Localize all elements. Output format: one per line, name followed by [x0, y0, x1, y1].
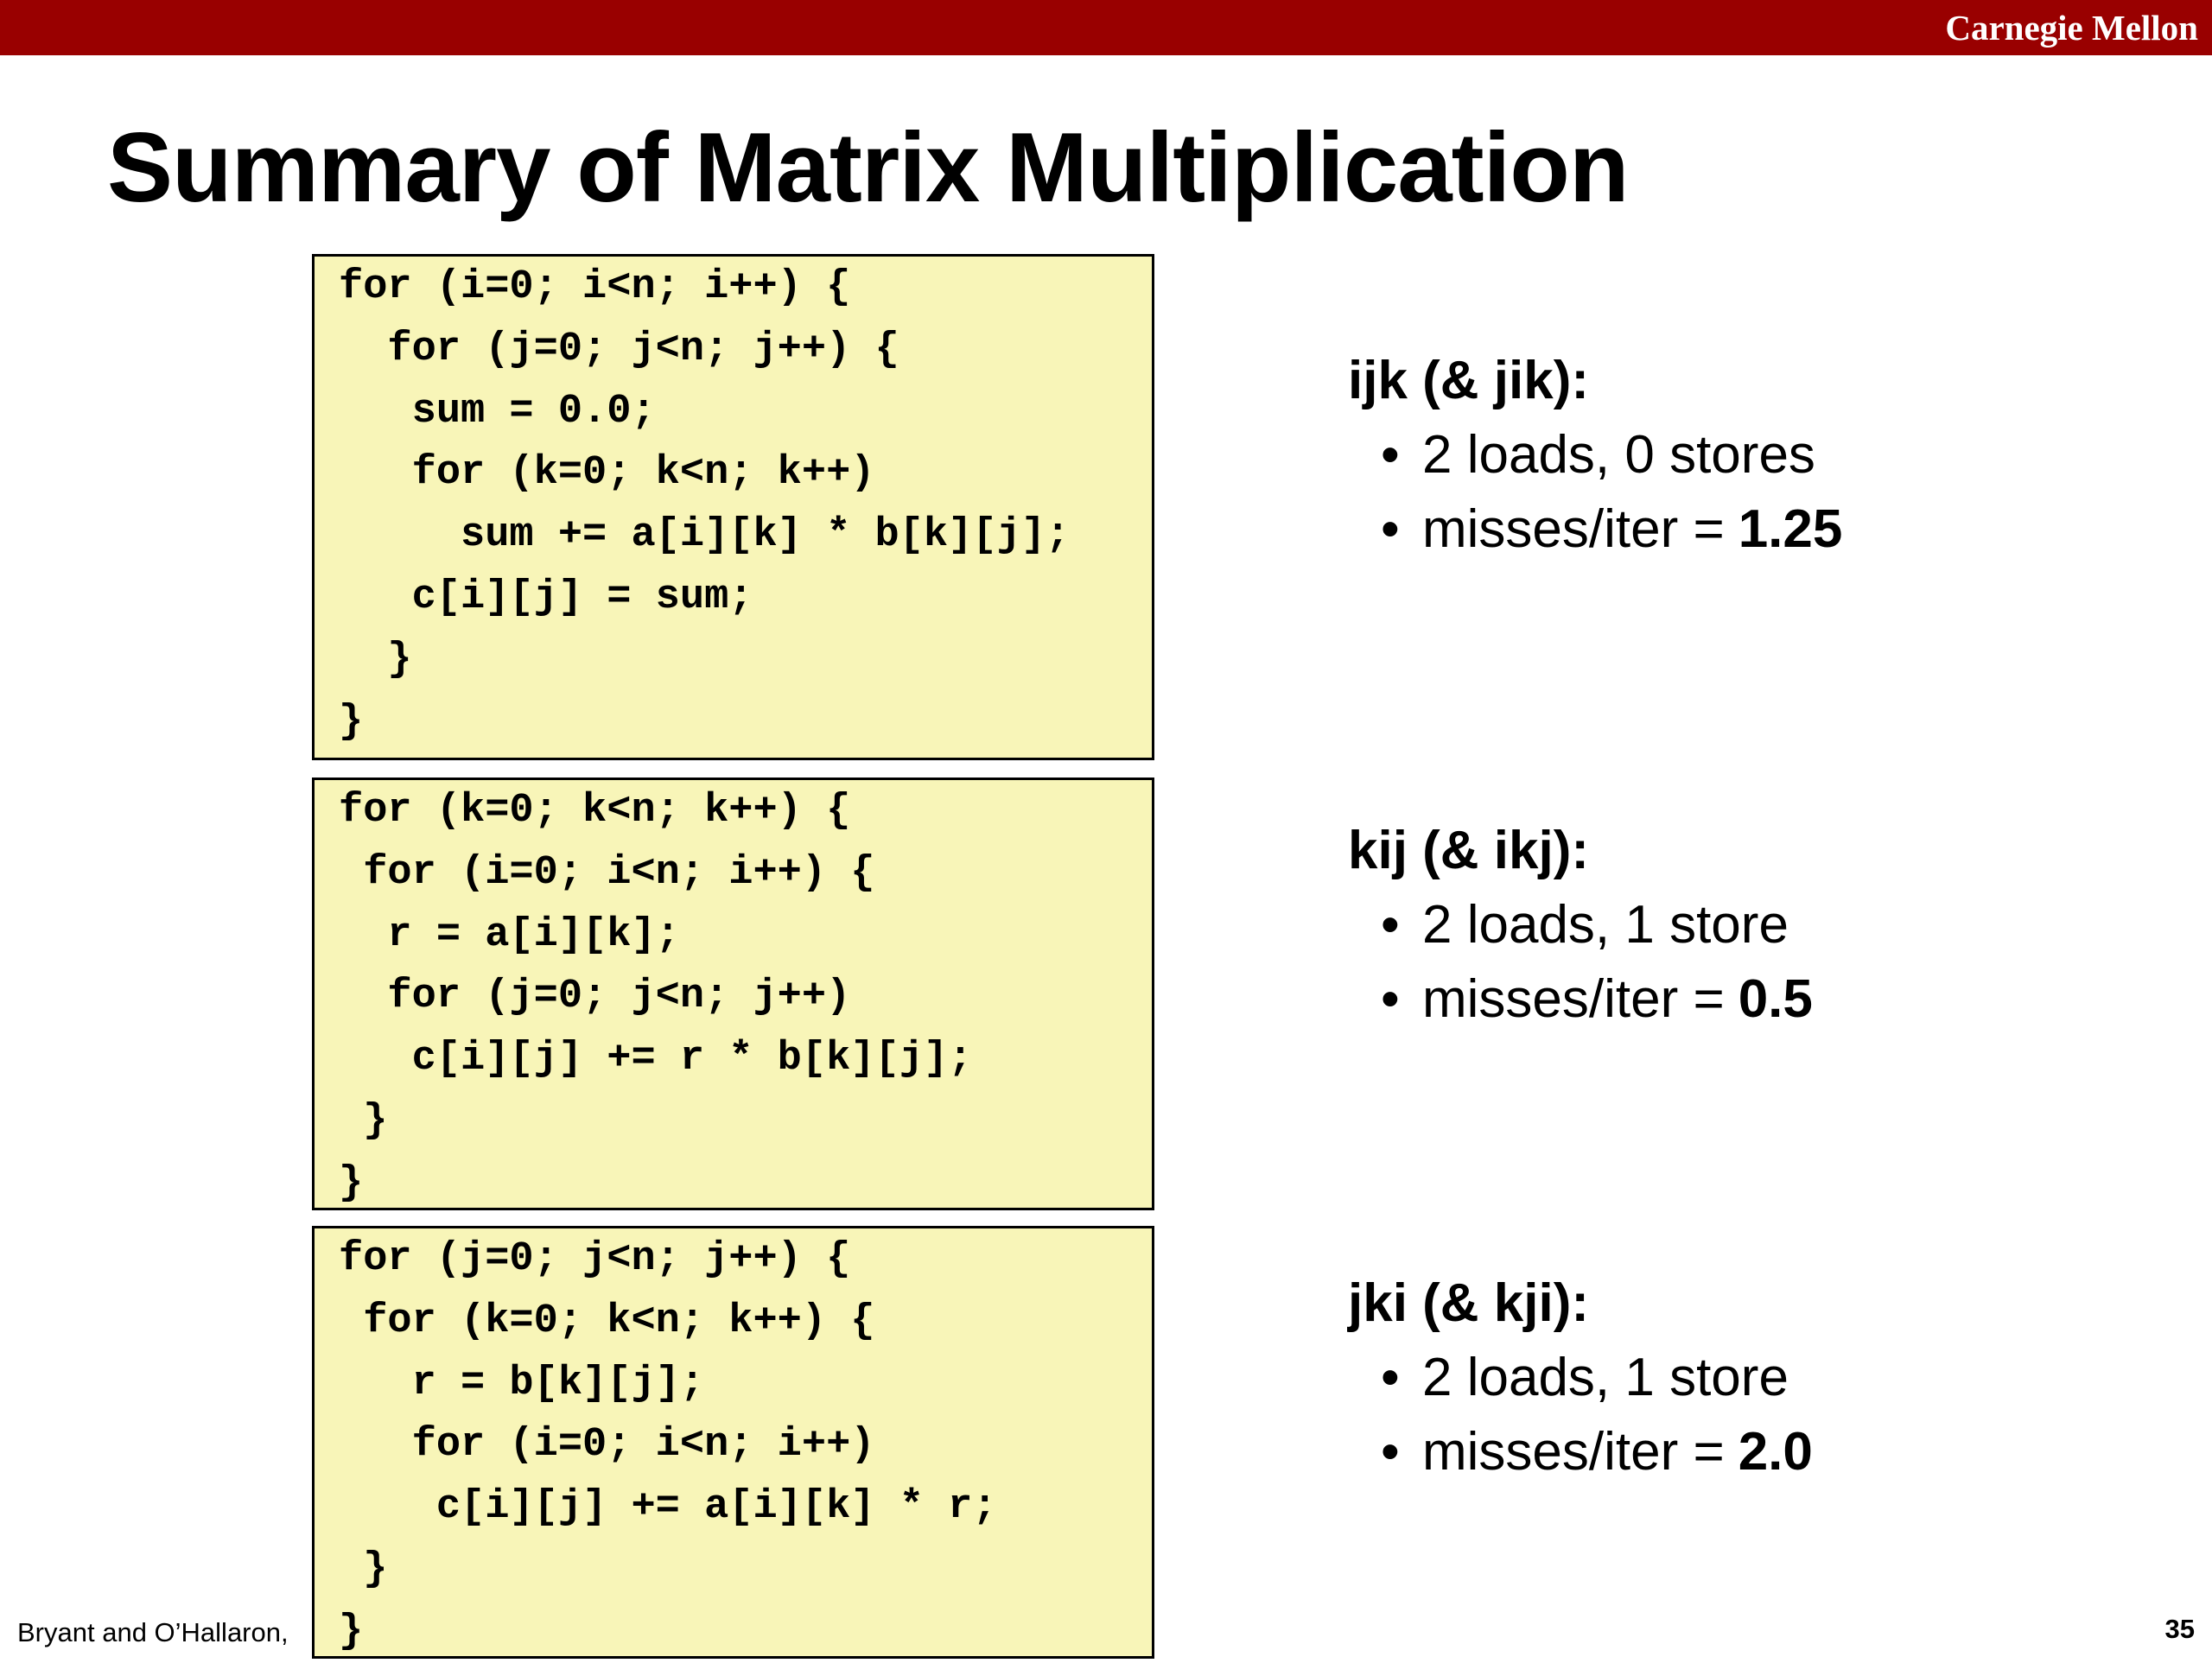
- bullet-item: [1348, 1341, 2169, 1415]
- bullet-label: misses/iter =: [1422, 499, 1725, 559]
- code-block-jki: [312, 1226, 1154, 1659]
- misses-value: 1.25: [1738, 499, 1843, 559]
- code-block-kij: [312, 778, 1154, 1210]
- summary-kij: [1348, 814, 2169, 1037]
- brand-logo: Carnegie Mellon: [1945, 8, 2198, 48]
- summary-heading: ijk (& jik):: [1348, 351, 1590, 410]
- bullet-icon: •: [1381, 1348, 1400, 1407]
- slide-title: Summary of Matrix Multiplication: [107, 113, 1629, 223]
- code-line: for (i=0; i<n; i++) {: [339, 264, 851, 310]
- bullet-item: [1348, 962, 2169, 1037]
- bullet-item: [1348, 888, 2169, 962]
- code-line: c[i][j] += r * b[k][j];: [339, 1036, 973, 1082]
- code-line: r = b[k][j];: [339, 1360, 705, 1406]
- code-line: c[i][j] += a[i][k] * r;: [339, 1484, 997, 1531]
- code-block-ijk: [312, 254, 1154, 760]
- bullet-label: misses/iter =: [1422, 1422, 1725, 1482]
- bullet-icon: •: [1381, 895, 1400, 955]
- bullet-item: [1348, 418, 2169, 492]
- code-line: sum += a[i][k] * b[k][j];: [339, 512, 1071, 559]
- summary-ijk: [1348, 344, 2169, 567]
- code-line: for (k=0; k<n; k++): [339, 450, 875, 497]
- code-line: }: [339, 1159, 364, 1206]
- bullet-icon: •: [1381, 425, 1400, 485]
- code-line: r = a[i][k];: [339, 911, 680, 958]
- code-line: for (i=0; i<n; i++): [339, 1422, 875, 1469]
- bullet-text: 2 loads, 1 store: [1422, 1348, 1789, 1407]
- page-number: 35: [2164, 1614, 2195, 1644]
- code-line: }: [339, 636, 412, 682]
- bullet-icon: •: [1381, 499, 1400, 559]
- header-bar: [0, 0, 2212, 55]
- footer-credit: Bryant and O’Hallaron,: [17, 1617, 289, 1647]
- misses-value: 2.0: [1738, 1422, 1813, 1482]
- code-line: }: [339, 698, 364, 745]
- code-line: for (k=0; k<n; k++) {: [339, 1298, 875, 1344]
- code-line: for (j=0; j<n; j++) {: [339, 1236, 851, 1282]
- summary-heading: kij (& ikj):: [1348, 821, 1590, 880]
- bullet-icon: •: [1381, 969, 1400, 1029]
- code-line: c[i][j] = sum;: [339, 574, 753, 620]
- code-line: for (j=0; j<n; j++) {: [339, 326, 899, 372]
- summary-heading: jki (& kji):: [1348, 1273, 1590, 1333]
- code-line: for (k=0; k<n; k++) {: [339, 788, 851, 834]
- bullet-text: 2 loads, 0 stores: [1422, 425, 1815, 485]
- code-line: }: [339, 1097, 388, 1144]
- bullet-item: [1348, 492, 2169, 567]
- misses-value: 0.5: [1738, 969, 1813, 1029]
- summary-jki: [1348, 1266, 2169, 1489]
- bullet-text: 2 loads, 1 store: [1422, 895, 1789, 955]
- code-line: for (i=0; i<n; i++) {: [339, 849, 875, 896]
- code-line: }: [339, 1546, 388, 1592]
- bullet-icon: •: [1381, 1422, 1400, 1482]
- code-line: sum = 0.0;: [339, 388, 656, 435]
- bullet-label: misses/iter =: [1422, 969, 1725, 1029]
- bullet-item: [1348, 1415, 2169, 1489]
- code-line: for (j=0; j<n; j++): [339, 974, 851, 1020]
- code-line: }: [339, 1608, 364, 1654]
